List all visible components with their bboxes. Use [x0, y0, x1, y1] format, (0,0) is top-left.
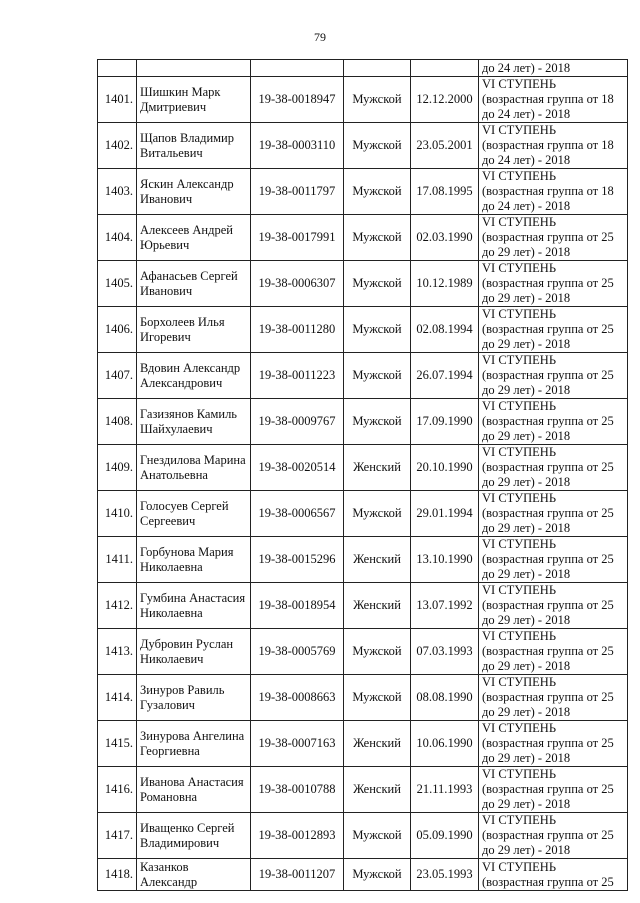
code-cell: 19-38-0011797	[251, 169, 344, 215]
level-cell	[479, 123, 628, 169]
table-row	[98, 123, 628, 169]
date-cell: 23.05.2001	[411, 123, 479, 169]
table-row	[98, 399, 628, 445]
level-cell	[479, 307, 628, 353]
level-line: VI СТУПЕНЬ	[482, 721, 557, 735]
table-row	[98, 583, 628, 629]
table-row	[98, 445, 628, 491]
code-cell: 19-38-0010788	[251, 767, 344, 813]
gender-cell: Мужской	[344, 675, 411, 721]
date-cell: 10.06.1990	[411, 721, 479, 767]
num-cell: 1417.	[98, 813, 137, 859]
gender-cell: Женский	[344, 583, 411, 629]
level-line: до 29 лет) - 2018	[482, 705, 571, 719]
table-row	[98, 813, 628, 859]
num-cell: 1410.	[98, 491, 137, 537]
gender-cell: Мужской	[344, 307, 411, 353]
table-row	[98, 261, 628, 307]
code-cell: 19-38-0011280	[251, 307, 344, 353]
name-cell: Афанасьев Сергей Иванович	[137, 261, 251, 307]
date-cell: 17.08.1995	[411, 169, 479, 215]
level-line: (возрастная группа от 25	[482, 276, 614, 290]
date-cell: 10.12.1989	[411, 261, 479, 307]
table-row	[98, 491, 628, 537]
name-cell: Яскин Александр Иванович	[137, 169, 251, 215]
level-cell	[479, 813, 628, 859]
table-row	[98, 721, 628, 767]
date-cell: 21.11.1993	[411, 767, 479, 813]
level-cell	[479, 399, 628, 445]
num-cell: 1405.	[98, 261, 137, 307]
level-cell	[479, 77, 628, 123]
name-cell: Иващенко Сергей Владимирович	[137, 813, 251, 859]
table-row-continuation	[98, 60, 628, 77]
level-cell	[479, 169, 628, 215]
level-cell	[479, 537, 628, 583]
level-line: до 29 лет) - 2018	[482, 245, 571, 259]
level-line: до 29 лет) - 2018	[482, 291, 571, 305]
code-cell: 19-38-0011223	[251, 353, 344, 399]
level-line: (возрастная группа от 25	[482, 782, 614, 796]
gender-cell: Женский	[344, 767, 411, 813]
name-cell: Зинурова Ангелина Георгиевна	[137, 721, 251, 767]
code-cell	[251, 60, 344, 77]
num-cell: 1407.	[98, 353, 137, 399]
level-line: VI СТУПЕНЬ	[482, 261, 557, 275]
num-cell: 1409.	[98, 445, 137, 491]
date-cell: 13.07.1992	[411, 583, 479, 629]
name-cell: Голосуев Сергей Сергеевич	[137, 491, 251, 537]
num-cell: 1406.	[98, 307, 137, 353]
gender-cell	[344, 60, 411, 77]
level-line: VI СТУПЕНЬ	[482, 675, 557, 689]
gender-cell: Мужской	[344, 353, 411, 399]
gender-cell: Женский	[344, 445, 411, 491]
date-cell: 07.03.1993	[411, 629, 479, 675]
date-cell: 26.07.1994	[411, 353, 479, 399]
level-line: (возрастная группа от 25	[482, 414, 614, 428]
code-cell: 19-38-0015296	[251, 537, 344, 583]
code-cell: 19-38-0011207	[251, 859, 344, 891]
table-row	[98, 537, 628, 583]
level-line: (возрастная группа от 25	[482, 230, 614, 244]
code-cell: 19-38-0003110	[251, 123, 344, 169]
num-cell: 1408.	[98, 399, 137, 445]
level-line: VI СТУПЕНЬ	[482, 491, 557, 505]
level-line: до 29 лет) - 2018	[482, 521, 571, 535]
date-cell: 08.08.1990	[411, 675, 479, 721]
level-cell	[479, 60, 628, 77]
level-cell	[479, 675, 628, 721]
code-cell: 19-38-0006567	[251, 491, 344, 537]
level-line: (возрастная группа от 25	[482, 598, 614, 612]
level-line: (возрастная группа от 25	[482, 322, 614, 336]
level-cell	[479, 215, 628, 261]
level-line: до 29 лет) - 2018	[482, 751, 571, 765]
registry-table-body	[98, 60, 628, 891]
level-line: (возрастная группа от 25	[482, 644, 614, 658]
level-line: (возрастная группа от 25	[482, 552, 614, 566]
level-line: (возрастная группа от 25	[482, 690, 614, 704]
name-cell: Вдовин Александр Александрович	[137, 353, 251, 399]
code-cell: 19-38-0012893	[251, 813, 344, 859]
registry-table	[97, 59, 628, 891]
num-cell: 1412.	[98, 583, 137, 629]
table-row	[98, 353, 628, 399]
gender-cell: Мужской	[344, 215, 411, 261]
level-line: VI СТУПЕНЬ	[482, 445, 557, 459]
name-cell: Иванова Анастасия Романовна	[137, 767, 251, 813]
level-line: (возрастная группа от 25	[482, 368, 614, 382]
level-line: до 29 лет) - 2018	[482, 843, 571, 857]
level-cell	[479, 583, 628, 629]
level-line: до 29 лет) - 2018	[482, 337, 571, 351]
num-cell: 1416.	[98, 767, 137, 813]
num-cell: 1401.	[98, 77, 137, 123]
code-cell: 19-38-0006307	[251, 261, 344, 307]
gender-cell: Мужской	[344, 261, 411, 307]
table-row	[98, 77, 628, 123]
name-cell: Щапов Владимир Витальевич	[137, 123, 251, 169]
code-cell: 19-38-0017991	[251, 215, 344, 261]
level-line: до 29 лет) - 2018	[482, 797, 571, 811]
name-cell: Зинуров Равиль Гузалович	[137, 675, 251, 721]
num-cell: 1415.	[98, 721, 137, 767]
date-cell	[411, 60, 479, 77]
gender-cell: Женский	[344, 537, 411, 583]
date-cell: 02.08.1994	[411, 307, 479, 353]
level-line: VI СТУПЕНЬ	[482, 353, 557, 367]
date-cell: 05.09.1990	[411, 813, 479, 859]
code-cell: 19-38-0008663	[251, 675, 344, 721]
level-line: до 29 лет) - 2018	[482, 567, 571, 581]
level-line: (возрастная группа от 25	[482, 506, 614, 520]
level-line: VI СТУПЕНЬ	[482, 629, 557, 643]
name-cell: Газизянов Камиль Шайхулаевич	[137, 399, 251, 445]
level-line: VI СТУПЕНЬ	[482, 859, 557, 874]
gender-cell: Мужской	[344, 629, 411, 675]
date-cell: 12.12.2000	[411, 77, 479, 123]
gender-cell: Мужской	[344, 399, 411, 445]
date-cell: 23.05.1993	[411, 859, 479, 891]
level-line: (возрастная группа от 25	[482, 828, 614, 842]
num-cell: 1402.	[98, 123, 137, 169]
name-cell	[137, 60, 251, 77]
level-line: (возрастная группа от 18	[482, 92, 614, 106]
date-cell: 17.09.1990	[411, 399, 479, 445]
code-cell: 19-38-0018947	[251, 77, 344, 123]
level-cell	[479, 491, 628, 537]
level-cell	[479, 721, 628, 767]
gender-cell: Мужской	[344, 123, 411, 169]
level-line: до 29 лет) - 2018	[482, 429, 571, 443]
table-row	[98, 859, 628, 891]
date-cell: 13.10.1990	[411, 537, 479, 583]
level-line: VI СТУПЕНЬ	[482, 583, 557, 597]
name-cell: Борхолеев Илья Игоревич	[137, 307, 251, 353]
level-cell	[479, 261, 628, 307]
name-cell: Казанков Александр	[137, 859, 251, 891]
gender-cell: Мужской	[344, 859, 411, 891]
date-cell: 02.03.1990	[411, 215, 479, 261]
name-cell: Дубровин Руслан Николаевич	[137, 629, 251, 675]
level-line: VI СТУПЕНЬ	[482, 399, 557, 413]
level-cell	[479, 859, 628, 891]
num-cell: 1418.	[98, 859, 137, 891]
name-cell: Горбунова Мария Николаевна	[137, 537, 251, 583]
code-cell: 19-38-0020514	[251, 445, 344, 491]
level-line: (возрастная группа от 25	[482, 460, 614, 474]
level-cell	[479, 767, 628, 813]
num-cell	[98, 60, 137, 77]
table-row	[98, 767, 628, 813]
table-row	[98, 675, 628, 721]
table-row	[98, 307, 628, 353]
num-cell: 1403.	[98, 169, 137, 215]
level-line: до 24 лет) - 2018	[482, 107, 571, 121]
gender-cell: Мужской	[344, 77, 411, 123]
code-cell: 19-38-0009767	[251, 399, 344, 445]
table-row	[98, 215, 628, 261]
name-cell: Алексеев Андрей Юрьевич	[137, 215, 251, 261]
level-line: VI СТУПЕНЬ	[482, 169, 557, 183]
table-row	[98, 169, 628, 215]
name-cell: Гумбина Анастасия Николаевна	[137, 583, 251, 629]
level-line: (возрастная группа от 18	[482, 138, 614, 152]
num-cell: 1414.	[98, 675, 137, 721]
level-cell	[479, 445, 628, 491]
page-number: 79	[314, 30, 326, 44]
level-line: до 29 лет) - 2018	[482, 475, 571, 489]
num-cell: 1413.	[98, 629, 137, 675]
level-line: до 29 лет) - 2018	[482, 613, 571, 627]
table-row	[98, 629, 628, 675]
code-cell: 19-38-0018954	[251, 583, 344, 629]
level-line: до 24 лет) - 2018	[482, 153, 571, 167]
level-tail: до 24 лет) - 2018	[482, 60, 571, 75]
name-cell: Шишкин Марк Дмитриевич	[137, 77, 251, 123]
date-cell: 29.01.1994	[411, 491, 479, 537]
level-cell	[479, 353, 628, 399]
num-cell: 1404.	[98, 215, 137, 261]
gender-cell: Мужской	[344, 491, 411, 537]
gender-cell: Мужской	[344, 813, 411, 859]
level-line: VI СТУПЕНЬ	[482, 77, 557, 91]
level-line: VI СТУПЕНЬ	[482, 767, 557, 781]
num-cell: 1411.	[98, 537, 137, 583]
level-line: VI СТУПЕНЬ	[482, 215, 557, 229]
level-cell	[479, 629, 628, 675]
date-cell: 20.10.1990	[411, 445, 479, 491]
name-cell: Гнездилова Марина Анатольевна	[137, 445, 251, 491]
gender-cell: Мужской	[344, 169, 411, 215]
code-cell: 19-38-0005769	[251, 629, 344, 675]
level-line: VI СТУПЕНЬ	[482, 813, 557, 827]
level-line: (возрастная группа от 25	[482, 874, 614, 889]
code-cell: 19-38-0007163	[251, 721, 344, 767]
level-line: до 29 лет) - 2018	[482, 659, 571, 673]
gender-cell: Женский	[344, 721, 411, 767]
level-line: VI СТУПЕНЬ	[482, 123, 557, 137]
level-line: (возрастная группа от 18	[482, 184, 614, 198]
level-line: VI СТУПЕНЬ	[482, 307, 557, 321]
level-line: (возрастная группа от 25	[482, 736, 614, 750]
level-line: VI СТУПЕНЬ	[482, 537, 557, 551]
level-line: до 24 лет) - 2018	[482, 199, 571, 213]
level-line: до 29 лет) - 2018	[482, 383, 571, 397]
